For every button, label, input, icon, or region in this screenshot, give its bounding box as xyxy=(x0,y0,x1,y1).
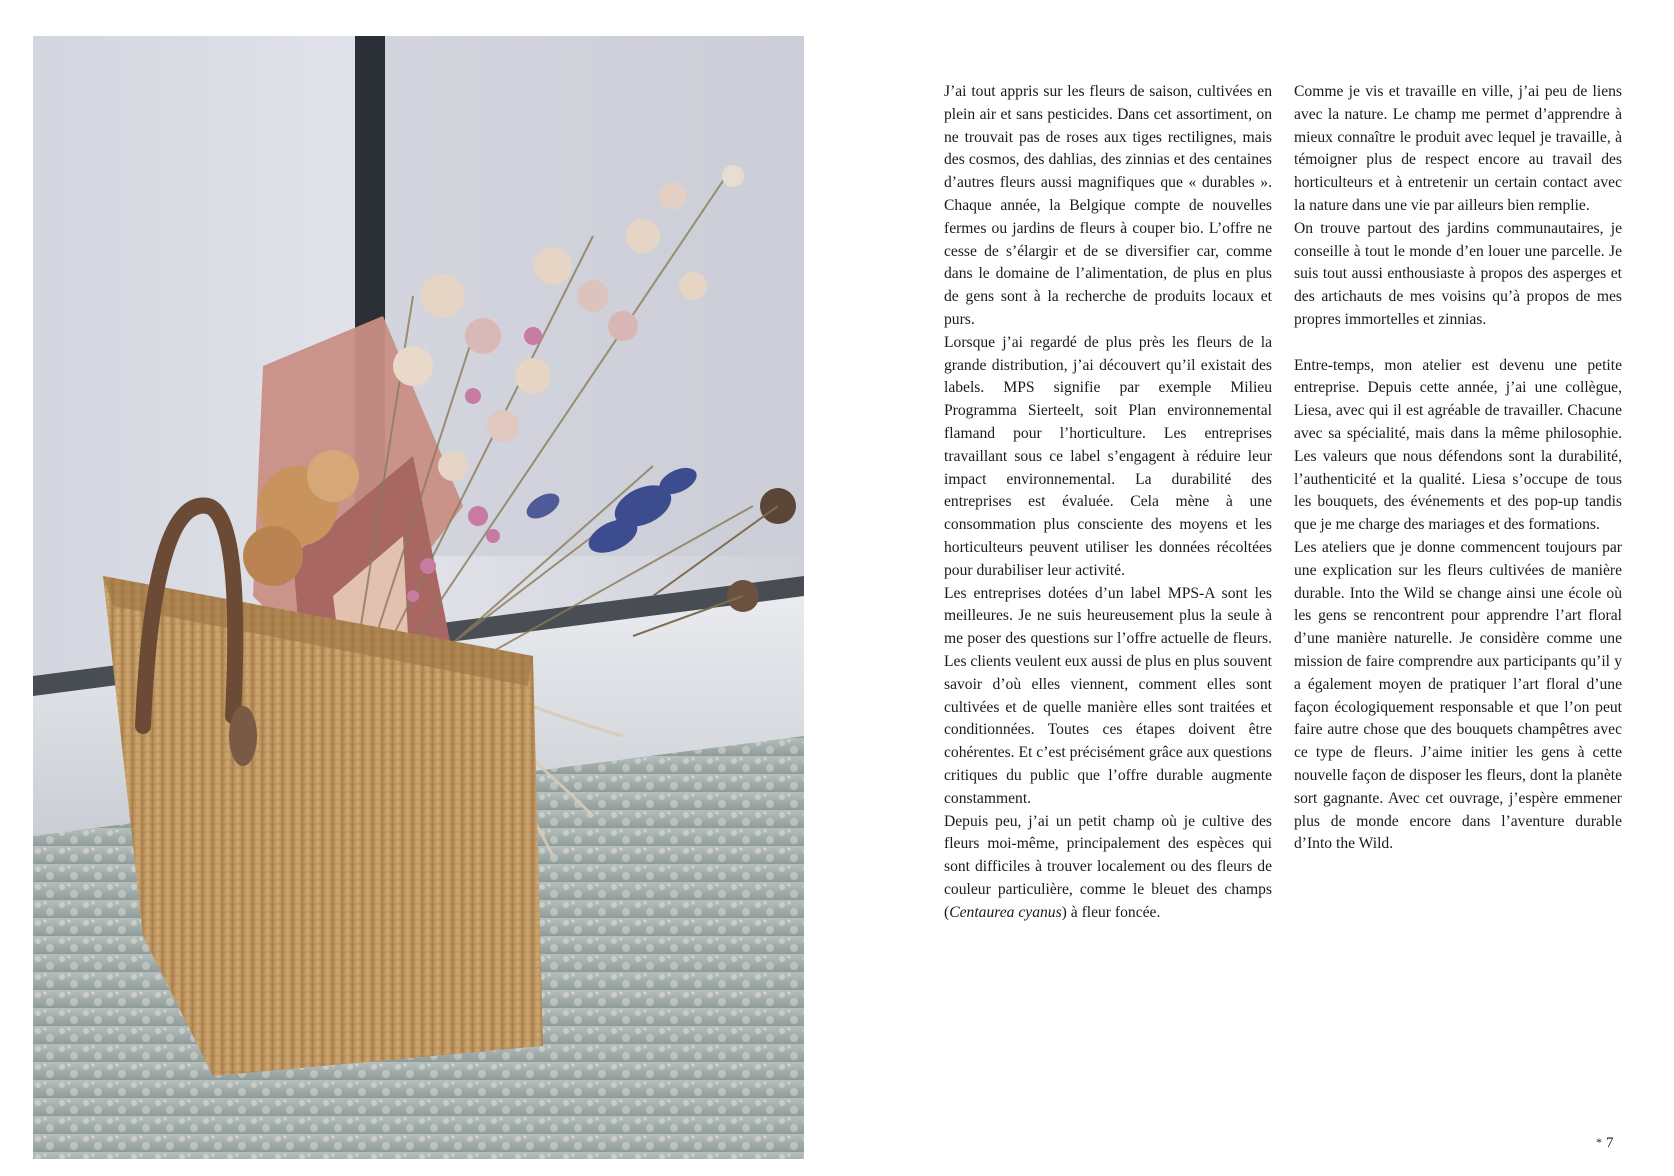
page-number xyxy=(1596,1135,1614,1152)
paragraph: Comme je vis et travaille en ville, j’ai peu de liens avec la nature. Le champ me permet d’apprendre à mieux connaître le produit avec lequel je travaille, à témoigner plus de respect encore au travail des horticulteurs et à entretenir un certain contact avec la nature dans une vie par ailleurs bien remplie. xyxy=(1294,83,1622,214)
paragraph: Les entreprises dotées d’un label MPS-A sont les meilleures. Je ne suis heureusement plus la seule à me poser des questions sur l’offre actuelle de fleurs. Les clients veulent eux aussi de plus en plus souvent savoir d’où elles viennent, comment elles sont cultivées et de quelle manière elles sont traitées et conditionnées. Toutes ces étapes doivent être cohérentes. Et c’est précisément grâce aux questions critiques du public que l’offre durable augmente constamment. xyxy=(944,584,1272,807)
paragraph: On trouve partout des jardins communautaires, je conseille à tout le monde d’en louer une parcelle. Je suis tout aussi enthousiaste à propos des asperges et des artichauts de mes voisins qu’à propos de mes propres immortelles et zinnias. xyxy=(1294,219,1622,328)
text-column-right xyxy=(1294,81,1622,856)
basket-flowers-illustration xyxy=(33,36,804,1159)
bouquet-photo xyxy=(33,36,804,1159)
text-column-left xyxy=(944,81,1272,924)
paragraph: J’ai tout appris sur les fleurs de saison, cultivées en plein air et sans pesticides. Dans cet assortiment, on ne trouvait pas de roses aux tiges rectilignes, mais des cosmos, des dahlias, des zinnias et des centaines d’autres fleurs aussi magnifiques que « durables ». Chaque année, la Belgique compte de nouvelles fermes ou jardins de fleurs à couper bio. L’offre ne cesse de s’élargir et de se diversifier car, comme dans le domaine de l’alimentation, de plus en plus de gens sont à la recherche de produits locaux et purs. xyxy=(944,83,1272,328)
asterisk-ornament-icon: * xyxy=(1596,1135,1602,1149)
paragraph xyxy=(944,811,1272,925)
paragraph: Les ateliers que je donne commencent toujours par une explication sur les fleurs cultivées de manière durable. Into the Wild se change ainsi une école où les gens se rencontrent pour apprendre l’art floral d’une manière naturelle. Je considère comme une mission de faire comprendre aux participants qu’il y a également moyen de pratiquer l’art floral d’une façon écologiquement responsable et que l’on peut faire autre chose que des bouquets champêtres avec ce type de fleurs. J’aime initier les gens à cette nouvelle façon de disposer les fleurs, dont la planète sort gagnante. Avec cet ouvrage, j’espère emmener plus de monde encore dans l’aventure durable d’Into the Wild. xyxy=(1294,538,1622,853)
page-number-value: 7 xyxy=(1606,1135,1614,1151)
paragraph: Lorsque j’ai regardé de plus près les fleurs de la grande distribution, j’ai découvert qu’il existait des labels. MPS signifie par exemple Milieu Programma Sierteelt, soit Plan environnemental flamand pour l’horticulture. Les entreprises travaillant sous ce label s’engagent à réduire leur impact environnemental. La durabilité des entreprises est évaluée. Cela mène à une consommation plus consciente des moyens et les horticulteurs peuvent utiliser les données récoltées pour durabiliser leur activité. xyxy=(944,333,1272,579)
text-run: Depuis peu, j’ai un petit champ où je cultive des fleurs moi-même, principalement des espèces qui sont difficiles à trouver localement ou des fleurs de couleur particulière, comme le bleuet des champs ( xyxy=(944,812,1272,921)
text-run: ) à fleur foncée. xyxy=(1061,903,1161,921)
paragraph: Entre-temps, mon atelier est devenu une petite entreprise. Depuis cette année, j’ai une collègue, Liesa, avec qui il est agréable de travailler. Chacune avec sa spécialité, mais dans la même philosophie. Les valeurs que nous défendons sont la durabilité, l’authenticité et la qualité. Liesa s’occupe de tous les bouquets, des événements et des pop-up tandis que je me charge des mariages et des formations. xyxy=(1294,356,1622,534)
italic-species-name: Centaurea cyanus xyxy=(949,903,1062,921)
